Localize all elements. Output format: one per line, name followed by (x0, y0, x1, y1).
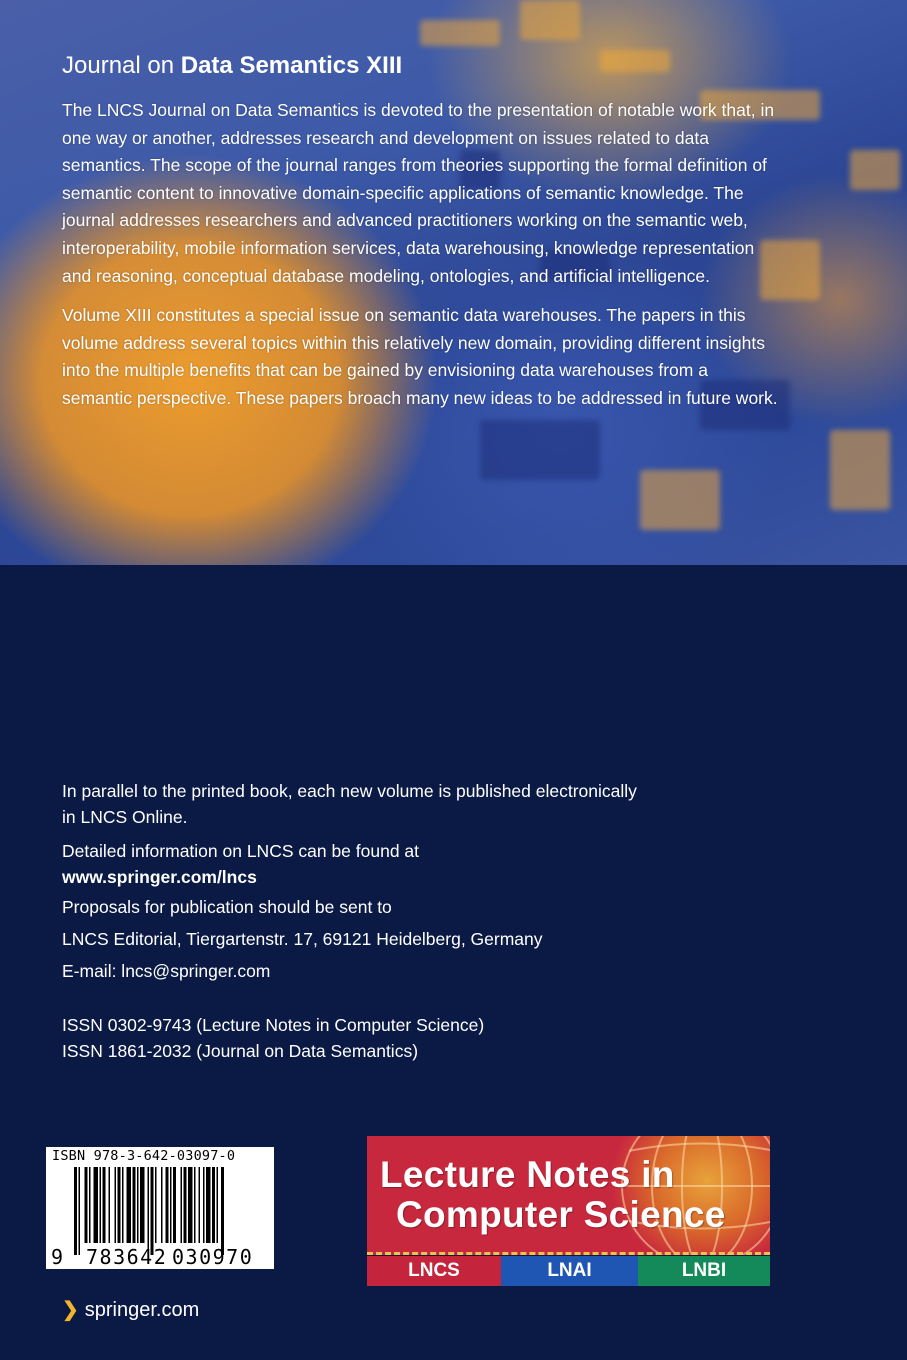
journal-title-bold: Data Semantics XIII (180, 52, 403, 79)
logo-tab-lnai: LNAI (501, 1256, 638, 1286)
description-paragraph-1 (62, 97, 782, 290)
barcode-bar (100, 1167, 102, 1243)
paragraph-line: The LNCS Journal on Data Semantics is devoted to the presentation of notable work that, in (62, 100, 775, 120)
barcode-bar (85, 1167, 88, 1243)
barcode-bar (122, 1167, 124, 1243)
isbn-barcode (46, 1147, 274, 1269)
barcode-bar (115, 1167, 117, 1243)
online-info-line-1: In parallel to the printed book, each new volume is published electronically (62, 781, 637, 801)
barcode-bar (199, 1167, 201, 1243)
barcode-bar (188, 1167, 193, 1243)
logo-divider (367, 1252, 770, 1255)
barcode-digit-group-2: 030970 (172, 1245, 254, 1269)
logo-tab-lncs: LNCS (367, 1256, 501, 1286)
issn-jods: ISSN 1861-2032 (Journal on Data Semantics) (62, 1041, 419, 1061)
barcode-bar (170, 1167, 172, 1243)
paragraph-line: semantics. The scope of the journal ranges from theories supporting the formal definition of (62, 155, 767, 176)
lncs-url-link[interactable]: www.springer.com/lncs (62, 867, 257, 887)
springer-site-label: springer.com (84, 1299, 200, 1321)
barcode-bar (184, 1167, 187, 1243)
barcode-bar (173, 1167, 176, 1243)
barcode-bar (127, 1167, 132, 1243)
barcode-bar (217, 1167, 219, 1243)
barcode-bar (161, 1167, 163, 1243)
barcode-bar (94, 1167, 99, 1243)
isbn-text: ISBN 978-3-642-03097-0 (52, 1148, 236, 1164)
barcode-bar (118, 1167, 121, 1243)
barcode-bar (148, 1167, 150, 1255)
issn-lncs: ISSN 0302-9743 (Lecture Notes in Computer Science) (62, 1015, 485, 1035)
barcode-bar (155, 1167, 157, 1243)
lncs-series-logo (367, 1136, 770, 1286)
description-paragraph-2 (62, 302, 782, 412)
paragraph-line: interoperability, mobile information services, data warehousing, knowledge representation (62, 237, 755, 258)
barcode-bar (109, 1167, 111, 1243)
barcode-bar (151, 1167, 154, 1255)
online-info-line-2: in LNCS Online. (62, 807, 188, 827)
paragraph-line: one way or another, addresses research and development on issues related to data (62, 127, 709, 148)
barcode-bar (203, 1167, 205, 1243)
barcode-bar (140, 1167, 145, 1243)
barcode-digit-prefix: 9 (51, 1245, 64, 1269)
barcode-bar (194, 1167, 196, 1243)
barcode-bar (166, 1167, 169, 1243)
chevron-right-icon: ❯ (62, 1299, 79, 1321)
paragraph-line: Volume XIII constitutes a special issue on semantic data warehouses. The papers in this (62, 305, 746, 325)
barcode-bar (103, 1167, 106, 1243)
barcode-bar (212, 1167, 215, 1243)
paragraph-line: semantic content to innovative domain-specific applications of semantic knowledge. The (62, 182, 744, 203)
paragraph-line: volume address several topics within this relatively new domain, providing different insights (62, 332, 765, 353)
paragraph-line: semantic perspective. These papers broach many new ideas to be addressed in future work. (62, 387, 778, 408)
proposals-label: Proposals for publication should be sent to (62, 897, 392, 917)
logo-title-line-1: Lecture Notes in (380, 1154, 675, 1195)
barcode-bar (181, 1167, 183, 1243)
details-label: Detailed information on LNCS can be found at (62, 841, 420, 861)
barcode-bar (133, 1167, 136, 1243)
barcode-bar (79, 1167, 81, 1255)
journal-title: Journal on Data Semantics XIII (62, 52, 403, 79)
logo-banner (367, 1136, 770, 1255)
paragraph-line: and reasoning, conceptual database modeling, ontologies, and artificial intelligence. (62, 265, 710, 286)
paragraph-line: journal addresses researchers and advanced practitioners working on the semantic web, (62, 210, 748, 231)
logo-title-line-2: Computer Science (396, 1194, 726, 1235)
barcode-bar (221, 1167, 224, 1255)
editorial-address: LNCS Editorial, Tiergartenstr. 17, 69121 Heidelberg, Germany (62, 929, 543, 949)
springer-link[interactable] (62, 1297, 199, 1322)
barcode-bar (74, 1167, 77, 1255)
cover-background-image (0, 0, 907, 565)
barcode-digit-group-1: 783642 (86, 1245, 168, 1269)
barcode-bar (89, 1167, 91, 1243)
publication-info (62, 778, 637, 1064)
barcode-bar (137, 1167, 139, 1243)
logo-tab-lnbi: LNBI (638, 1256, 770, 1286)
paragraph-line: into the multiple benefits that can be gained by envisioning data warehouses from a (62, 360, 708, 381)
barcode-bar (206, 1167, 211, 1243)
contact-email[interactable]: E-mail: lncs@springer.com (62, 961, 271, 981)
